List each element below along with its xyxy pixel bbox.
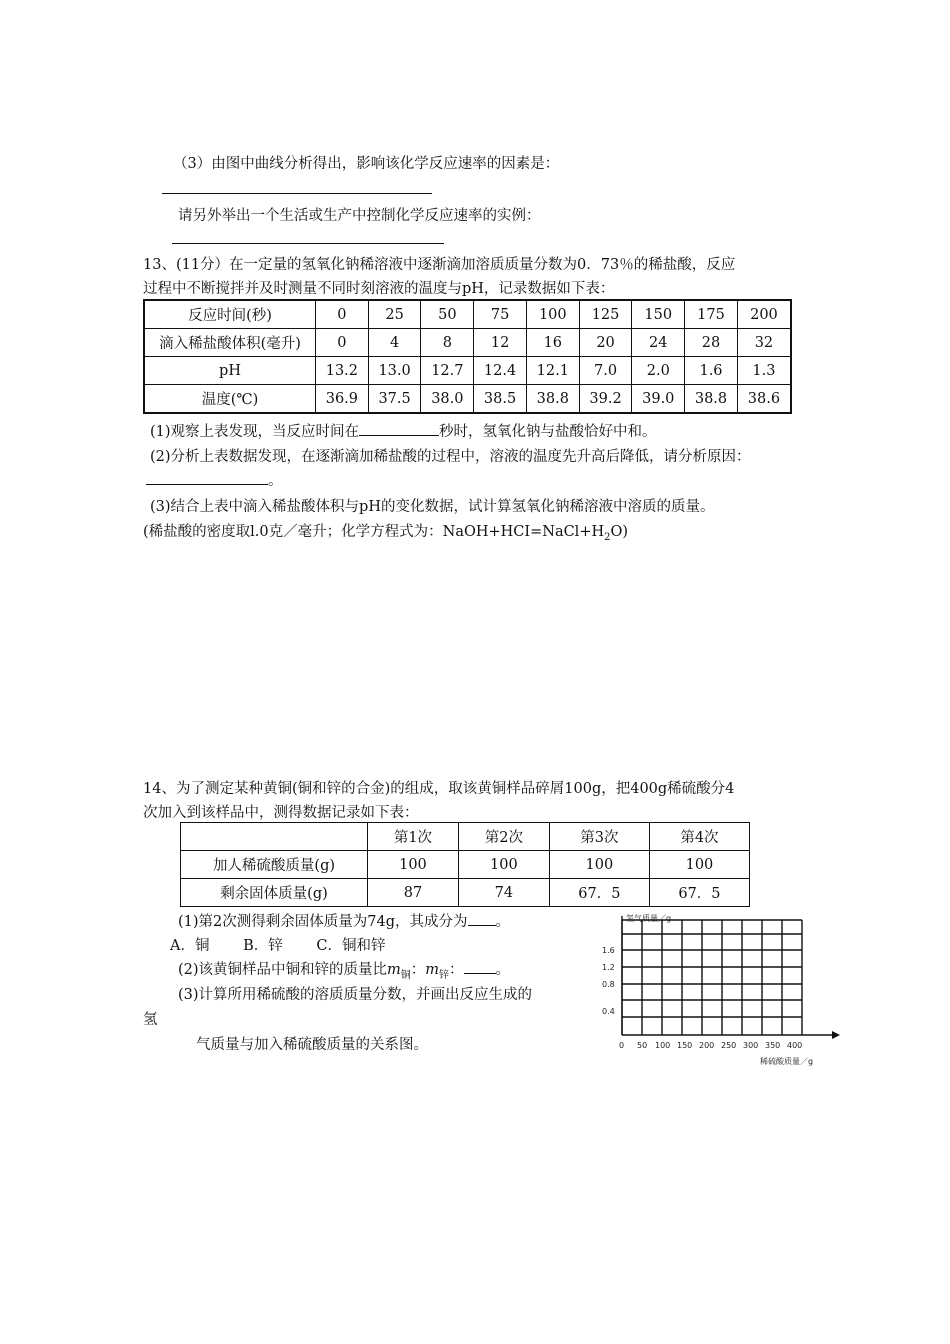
table-cell: 4 [368, 329, 421, 357]
q13-note-text-b: O) [610, 524, 629, 540]
q13-note-text-a: (稀盐酸的密度取l.0克／毫升；化学方程式为：NaOH+HCI=NaCl+H [143, 524, 605, 540]
q12-example: 请另外举出一个生活或生产中控制化学反应速率的实例： [178, 208, 541, 224]
q14-graph-grid [600, 912, 845, 1072]
table-cell: 滴入稀盐酸体积(毫升) [144, 329, 316, 357]
table-cell: 8 [421, 329, 474, 357]
q13-part1-text-b: 秒时，氢氧化钠与盐酸恰好中和。 [439, 424, 657, 440]
table-row [144, 300, 791, 329]
table-cell: 12.4 [474, 357, 527, 385]
q14-part2-text-a: (2)该黄铜样品中铜和锌的质量比 [178, 962, 388, 978]
x-tick-label: 250 [721, 1041, 737, 1050]
table-row [144, 357, 791, 385]
table-row [181, 823, 750, 851]
q13-intro-1: 13、(11分）在一定量的氢氧化钠稀溶液中逐渐滴加溶质质量分数为0．73％的稀盐酸，反应 [143, 257, 736, 273]
x-axis-arrow-icon [832, 1031, 840, 1039]
table-cell: 39.2 [579, 385, 632, 414]
table-cell: 第1次 [368, 823, 459, 851]
table-cell: 反应时间(秒) [144, 300, 316, 329]
q14-part2 [178, 958, 510, 981]
table-cell: 0 [316, 300, 369, 329]
table-cell: 12.7 [421, 357, 474, 385]
q13-data-table [143, 299, 792, 414]
table-cell: 温度(℃) [144, 385, 316, 414]
q13-part2: (2)分析上表数据发现，在逐渐滴加稀盐酸的过程中，溶液的温度先升高后降低，请分析原因： [150, 449, 751, 465]
table-cell: 16 [526, 329, 579, 357]
table-cell: 38.0 [421, 385, 474, 414]
q14-part2-text-b: ： [449, 962, 464, 978]
table-cell: pH [144, 357, 316, 385]
q13-intro-2: 过程中不断搅拌并及时测量不同时刻溶液的温度与pH，记录数据如下表： [143, 281, 615, 297]
table-cell: 37.5 [368, 385, 421, 414]
q14-colon: ： [410, 962, 426, 978]
q14-part2-text-c: 。 [495, 962, 511, 978]
table-cell: 0 [316, 329, 369, 357]
q13-part2-end: 。 [268, 473, 283, 489]
y-tick-label: 1.6 [602, 946, 615, 955]
q14-part1-blank[interactable] [468, 911, 496, 926]
grid-lines [622, 920, 802, 1035]
q13-part1-text-a: (1)观察上表发现，当反应时间在 [150, 424, 360, 440]
table-cell [181, 823, 368, 851]
q13-part1 [150, 420, 657, 441]
table-cell: 38.8 [685, 385, 738, 414]
table-cell: 100 [526, 300, 579, 329]
table-cell: 剩余固体质量(g) [181, 879, 368, 907]
q14-part1-text-b: 。 [495, 914, 510, 930]
table-row [144, 329, 791, 357]
table-cell: 36.9 [316, 385, 369, 414]
table-cell: 125 [579, 300, 632, 329]
q12-part3: （3）由图中曲线分析得出，影响该化学反应速率的因素是： [173, 156, 560, 172]
x-tick-label: 300 [743, 1041, 759, 1050]
table-cell: 100 [549, 851, 649, 879]
q14-intro-2: 次加入到该样品中，测得数据记录如下表： [143, 805, 419, 821]
x-tick-label: 350 [765, 1041, 781, 1050]
table-cell: 2.0 [632, 357, 685, 385]
table-cell: 12 [474, 329, 527, 357]
q14-part1 [178, 910, 510, 931]
q14-options: A．铜 B．锌 C．铜和锌 [170, 938, 386, 954]
x-axis-label: 稀硫酸质量／g [760, 1057, 814, 1066]
table-cell: 74 [458, 879, 549, 907]
table-cell: 第2次 [458, 823, 549, 851]
table-cell: 13.2 [316, 357, 369, 385]
x-tick-label: 50 [637, 1041, 648, 1050]
table-cell: 28 [685, 329, 738, 357]
table-cell: 32 [737, 329, 791, 357]
table-cell: 175 [685, 300, 738, 329]
table-cell: 67．5 [549, 879, 649, 907]
table-cell: 38.6 [737, 385, 791, 414]
q14-mass-symbol: m [425, 962, 440, 978]
table-cell: 87 [368, 879, 459, 907]
table-cell: 75 [474, 300, 527, 329]
q14-subscript-cu: 铜 [400, 969, 411, 981]
table-cell: 38.8 [526, 385, 579, 414]
table-cell: 200 [737, 300, 791, 329]
x-tick-label: 400 [787, 1041, 803, 1050]
table-cell: 150 [632, 300, 685, 329]
table-cell: 50 [421, 300, 474, 329]
y-axis-label: 氢气质量／g [626, 914, 672, 923]
table-cell: 100 [458, 851, 549, 879]
q14-part1-text-a: (1)第2次测得剩余固体质量为74g，其成分为 [178, 914, 468, 930]
q14-part3: (3)计算所用稀硫酸的溶质质量分数，并画出反应生成的 [178, 987, 533, 1003]
q14-mass-symbol: m [387, 962, 401, 978]
y-tick-label: 0.4 [602, 1007, 615, 1016]
q14-subscript-zn: 锌 [439, 969, 450, 981]
table-cell: 25 [368, 300, 421, 329]
table-cell: 7.0 [579, 357, 632, 385]
table-cell: 第4次 [649, 823, 749, 851]
x-tick-label: 0 [619, 1041, 625, 1050]
q13-part3: (3)结合上表中滴入稀盐酸体积与pH的变化数据，试计算氢氧化钠稀溶液中溶质的质量。 [150, 499, 715, 515]
x-tick-label: 200 [699, 1041, 715, 1050]
table-cell: 1.6 [685, 357, 738, 385]
table-cell: 12.1 [526, 357, 579, 385]
q13-note-subscript: 2 [604, 531, 611, 543]
table-row [181, 851, 750, 879]
q13-part1-blank[interactable] [359, 421, 439, 436]
table-cell: 67．5 [649, 879, 749, 907]
table-cell: 100 [368, 851, 459, 879]
table-row [181, 879, 750, 907]
table-cell: 100 [649, 851, 749, 879]
table-row [144, 385, 791, 414]
q14-part2-blank[interactable] [464, 959, 496, 974]
table-cell: 20 [579, 329, 632, 357]
q13-part2-answer [146, 469, 283, 490]
table-cell: 24 [632, 329, 685, 357]
table-cell: 38.5 [474, 385, 527, 414]
table-cell: 第3次 [549, 823, 649, 851]
y-tick-label: 0.8 [602, 980, 615, 989]
x-tick-label: 150 [677, 1041, 693, 1050]
table-cell: 1.3 [737, 357, 791, 385]
q14-part3-wrap: 氢 [143, 1012, 158, 1028]
table-cell: 加人稀硫酸质量(g) [181, 851, 368, 879]
q13-part2-blank[interactable] [146, 470, 268, 485]
table-cell: 39.0 [632, 385, 685, 414]
q12-answer-line-2[interactable] [172, 229, 444, 244]
table-cell: 13.0 [368, 357, 421, 385]
x-tick-label: 100 [655, 1041, 671, 1050]
q14-intro-1: 14、为了测定某种黄铜(铜和锌的合金)的组成，取该黄铜样品碎屑100g，把400g稀硫酸分4 [143, 781, 735, 797]
q14-data-table [180, 822, 750, 907]
q14-part3-cont: 气质量与加入稀硫酸质量的关系图。 [196, 1037, 428, 1053]
q12-answer-line-1[interactable] [162, 179, 432, 194]
y-tick-label: 1.2 [602, 963, 615, 972]
q13-part3-note [143, 520, 628, 543]
